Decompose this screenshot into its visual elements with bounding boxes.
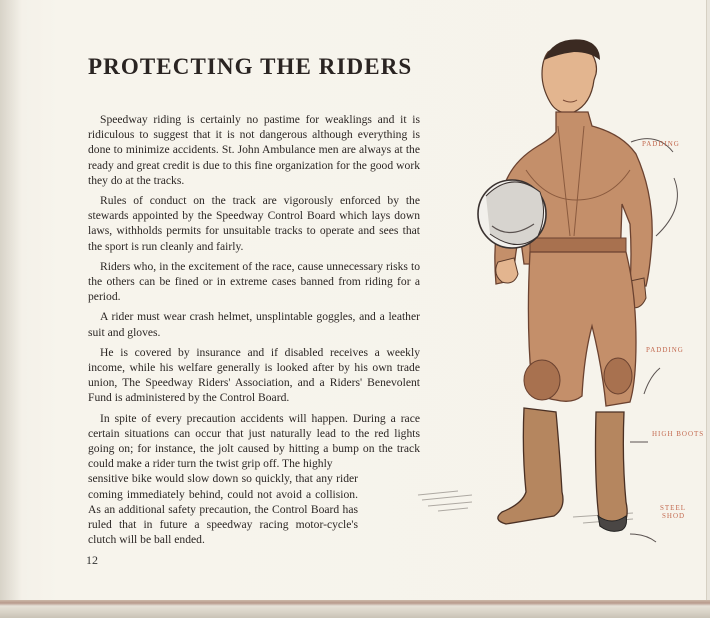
paragraph: A rider must wear crash helmet, unsplintable goggles, and a leather suit and gloves. [88, 310, 420, 339]
padding-label: PADDING [646, 346, 684, 354]
page-edge [0, 600, 710, 618]
helmet [478, 180, 546, 248]
rider-illustration [408, 30, 710, 545]
paragraph: In spite of every precaution accidents will happen. During a race certain situations can occur that just naturally lead to the red lights going on; for instance, the jolt caused by hitting a bump on the track could make a rider turn the twist grip off. The highly [88, 411, 420, 471]
knee-pad [604, 358, 632, 394]
rider-breeches [524, 252, 636, 406]
paragraph: Rules of conduct on the track are vigorously enforced by the stewards appointed by the Speedway Control Board which lays down laws, withholds permits for unsuitable tracks to operate and sees that the sport is run cleanly and fairly. [88, 194, 420, 253]
steel-shod-label: SHOD [662, 512, 686, 520]
paragraph: He is covered by insurance and if disabled receives a weekly income, while his welfare generally is looked after by his own trade union, The Speedway Riders' Association, and a Riders' Benevolent Fund is administered by the Control Board. [88, 345, 420, 405]
rider-head [542, 39, 600, 112]
paragraph: Riders who, in the excitement of the race, cause unnecessary risks to the others can be fined or in extreme cases banned from riding for a period. [88, 259, 420, 304]
left-hand [496, 258, 518, 283]
steel-shod-label: STEEL [660, 504, 686, 512]
page-title: PROTECTING THE RIDERS [88, 54, 413, 79]
page-number: 12 [86, 553, 98, 567]
paragraph: Speedway riding is certainly no pastime for weaklings and it is ridiculous to suggest that it is not dangerous although everything is done to minimize accidents. St. John Ambulance men are always at the ready and great credit is due to this fine organization for the good work they do at the tracks. [88, 113, 420, 187]
paragraph: sensitive bike would slow down so quickly, that any rider coming immediately behind, could not avoid a collision. As an additional safety precaution, the Control Board has ruled that in future a speedway racing motor-cycle's clutch will be ball ended. [88, 472, 358, 547]
rider-figure [408, 30, 710, 545]
high-boots-label: HIGH BOOTS [652, 430, 705, 438]
body-text [88, 112, 420, 552]
high-boots [498, 408, 627, 531]
belt [530, 238, 626, 252]
padding-label: PADDING [642, 140, 680, 148]
knee-pad [524, 360, 560, 400]
